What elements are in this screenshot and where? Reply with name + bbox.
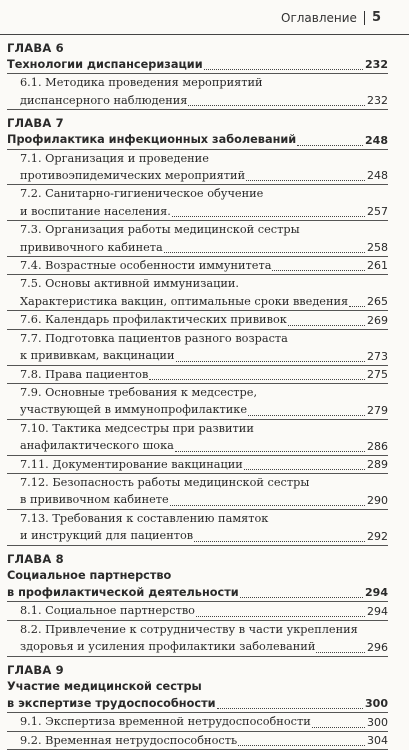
- toc-entry-page-number: 261: [367, 259, 388, 273]
- toc-entry-text: 7.12. Безопасность работы медицинской сестры: [20, 475, 310, 489]
- chapter-title-line: [7, 567, 358, 584]
- toc-entry[interactable]: [7, 474, 388, 510]
- toc-entry-page-number: 300: [367, 715, 388, 729]
- dot-leader: [297, 144, 363, 146]
- toc-entry-text: 8.1. Социальное партнерство: [20, 604, 195, 618]
- dot-leader: [149, 378, 365, 380]
- toc-entry-text: 7.7. Подготовка пациентов разного возраста: [20, 331, 288, 345]
- toc-entry-text: 9.1. Экспертиза временной нетрудоспособности: [20, 715, 311, 729]
- toc-entry-line: [20, 456, 358, 473]
- chapter-title-line: [7, 56, 358, 73]
- toc-entry-page-number: 269: [367, 313, 388, 327]
- toc-entry-page-number: 290: [367, 493, 388, 507]
- toc-entry-text: 7.8. Права пациентов: [20, 367, 149, 381]
- chapter-title-text: Социальное партнерство: [7, 568, 172, 582]
- chapter-title-line: [7, 678, 358, 695]
- dot-leader: [349, 305, 365, 307]
- toc-entry[interactable]: [7, 221, 388, 257]
- toc-entry-page-number: 232: [367, 94, 388, 108]
- toc-entry-line: [20, 74, 358, 91]
- toc-entry-line: [20, 437, 358, 454]
- toc-entry-page-number: 292: [367, 529, 388, 543]
- toc-entry-page-number: 294: [367, 604, 388, 618]
- toc-entry-text: участвующей в иммунопрофилактике: [20, 403, 248, 417]
- toc-entry-line: [20, 150, 358, 167]
- toc-entry-text: 8.2. Привлечение к сотрудничеству в части укрепления: [20, 622, 358, 636]
- chapter-title-text: Технологии диспансеризации: [7, 58, 203, 71]
- toc-entry[interactable]: [7, 621, 388, 657]
- section-name: Оглавление: [281, 10, 357, 25]
- toc-entry-line: [20, 92, 358, 109]
- toc-entry-text: противоэпидемических мероприятий: [20, 169, 246, 183]
- toc-entry-text: 7.9. Основные требования к медсестре,: [20, 385, 258, 399]
- toc-entry-text: 6.1. Методика проведения мероприятий: [20, 76, 263, 90]
- header-rule: [0, 34, 409, 35]
- toc-entry-text: 7.13. Требования к составлению памяток: [20, 511, 269, 525]
- toc-entry-line: [20, 510, 358, 527]
- dot-leader: [246, 179, 365, 181]
- toc-entry-line: [20, 384, 358, 401]
- toc-entry[interactable]: [7, 384, 388, 420]
- toc-entry-line: [20, 330, 358, 347]
- chapter-title[interactable]: [7, 56, 388, 74]
- toc-entry-text: к прививкам, вакцинации: [20, 349, 175, 363]
- toc-entry-line: [20, 638, 358, 655]
- page-number: 5: [371, 10, 381, 25]
- toc-entry[interactable]: [7, 275, 388, 311]
- chapter: [7, 662, 388, 750]
- chapter: [7, 551, 388, 657]
- toc-entry-line: [20, 293, 358, 310]
- dot-leader: [316, 651, 365, 653]
- toc-entry-text: 7.5. Основы активной иммунизации.: [20, 277, 240, 291]
- header-separator: [364, 11, 365, 25]
- toc-entry[interactable]: [7, 602, 388, 620]
- toc-entry-line: [20, 713, 358, 730]
- toc-entry-page-number: 265: [367, 295, 388, 309]
- toc-entry-line: [20, 420, 358, 437]
- toc-entry-page-number: 289: [367, 457, 388, 471]
- chapter-title-line: [7, 131, 358, 148]
- toc-entry-text: Характеристика вакцин, оптимальные сроки введения: [20, 294, 349, 308]
- chapter-label: ГЛАВА 6: [7, 41, 64, 55]
- chapter-label: ГЛАВА 9: [7, 662, 64, 677]
- toc-entry-page-number: 296: [367, 640, 388, 654]
- toc-entry-text: в прививочном кабинете: [20, 493, 169, 507]
- dot-leader: [176, 360, 366, 362]
- chapter-title-text: в экспертизе трудоспособности: [7, 697, 216, 710]
- dot-leader: [272, 269, 365, 271]
- chapter-title-text: Профилактика инфекционных заболеваний: [7, 133, 297, 147]
- dot-leader: [288, 324, 365, 326]
- chapter-title[interactable]: [7, 567, 388, 603]
- dot-leader: [204, 68, 363, 70]
- dot-leader: [175, 450, 365, 452]
- toc-entry-line: [20, 527, 358, 544]
- toc-entry-text: 9.2. Временная нетрудоспособность: [20, 733, 238, 747]
- table-of-contents: [7, 40, 388, 750]
- chapter-page-number: 300: [365, 697, 388, 711]
- toc-entry[interactable]: [7, 456, 388, 474]
- toc-entry-line: [20, 221, 358, 238]
- toc-entry-text: здоровья и усиления профилактики заболеваний: [20, 640, 316, 654]
- dot-leader: [194, 540, 365, 542]
- dot-leader: [312, 726, 365, 728]
- dot-leader: [164, 251, 365, 253]
- chapter-title-line: [7, 584, 358, 601]
- toc-entry-line: [20, 185, 358, 202]
- toc-entry[interactable]: [7, 510, 388, 546]
- toc-entry-line: [20, 474, 358, 491]
- toc-entry-text: диспансерного наблюдения: [20, 93, 188, 107]
- toc-entry-page-number: 258: [367, 241, 388, 255]
- toc-entry-line: [20, 602, 358, 619]
- toc-entry-page-number: 248: [367, 169, 388, 183]
- chapter-page-number: 294: [365, 586, 388, 600]
- toc-entry-line: [20, 275, 358, 292]
- toc-entry-line: [20, 491, 358, 508]
- dot-leader: [240, 596, 363, 598]
- toc-entry-page-number: 257: [367, 205, 388, 219]
- toc-entry[interactable]: [7, 74, 388, 110]
- toc-entry-line: [20, 311, 358, 328]
- chapter: [7, 115, 388, 545]
- dot-leader: [238, 744, 365, 746]
- toc-entry[interactable]: [7, 311, 388, 329]
- toc-entry[interactable]: [7, 732, 388, 750]
- toc-entry[interactable]: [7, 713, 388, 731]
- toc-entry-text: 7.4. Возрастные особенности иммунитета: [20, 259, 272, 273]
- toc-entry-text: и воспитание населения.: [20, 204, 171, 218]
- running-header: [281, 10, 381, 25]
- chapter: [7, 40, 388, 110]
- toc-entry-text: прививочного кабинета: [20, 240, 163, 254]
- dot-leader: [244, 468, 365, 470]
- toc-entry-text: анафилактического шока: [20, 439, 174, 453]
- toc-entry-line: [20, 257, 358, 274]
- toc-entry-text: 7.3. Организация работы медицинской сестры: [20, 223, 300, 237]
- chapter-page-number: 248: [365, 133, 388, 147]
- toc-entry[interactable]: [7, 366, 388, 384]
- dot-leader: [170, 504, 365, 506]
- toc-entry-line: [20, 401, 358, 418]
- dot-leader: [217, 707, 363, 709]
- toc-entry-page-number: 273: [367, 349, 388, 363]
- dot-leader: [248, 414, 365, 416]
- toc-entry-page-number: 279: [367, 403, 388, 417]
- toc-entry-line: [20, 621, 358, 638]
- chapter-label: ГЛАВА 8: [7, 551, 64, 566]
- chapter-page-number: 232: [365, 58, 388, 72]
- chapter-title[interactable]: [7, 131, 388, 149]
- chapter-title-text: в профилактической деятельности: [7, 585, 239, 599]
- toc-entry-line: [20, 167, 358, 184]
- toc-entry-line: [20, 239, 358, 256]
- toc-entry-text: 7.6. Календарь профилактических прививок: [20, 313, 287, 327]
- toc-entry-text: 7.11. Документирование вакцинации: [20, 457, 243, 471]
- dot-leader: [196, 615, 365, 617]
- toc-entry-line: [20, 203, 358, 220]
- toc-entry-text: 7.10. Тактика медсестры при развитии: [20, 421, 254, 435]
- toc-entry-line: [20, 347, 358, 364]
- chapter-title-line: [7, 695, 358, 712]
- toc-entry[interactable]: [7, 150, 388, 186]
- toc-entry-text: 7.1. Организация и проведение: [20, 151, 209, 165]
- dot-leader: [188, 104, 365, 106]
- toc-entry-page-number: 304: [367, 734, 388, 748]
- toc-entry[interactable]: [7, 420, 388, 456]
- toc-entry-text: 7.2. Санитарно-гигиеническое обучение: [20, 187, 264, 201]
- toc-entry-line: [20, 366, 358, 383]
- toc-entry-line: [20, 732, 358, 749]
- toc-entry-page-number: 275: [367, 367, 388, 381]
- dot-leader: [172, 215, 365, 217]
- toc-entry[interactable]: [7, 257, 388, 275]
- chapter-label: ГЛАВА 7: [7, 116, 64, 131]
- toc-entry-text: и инструкций для пациентов: [20, 529, 194, 543]
- toc-entry[interactable]: [7, 330, 388, 366]
- toc-entry-page-number: 286: [367, 439, 388, 453]
- chapter-title[interactable]: [7, 678, 388, 714]
- chapter-title-text: Участие медицинской сестры: [7, 679, 202, 693]
- toc-entry[interactable]: [7, 185, 388, 221]
